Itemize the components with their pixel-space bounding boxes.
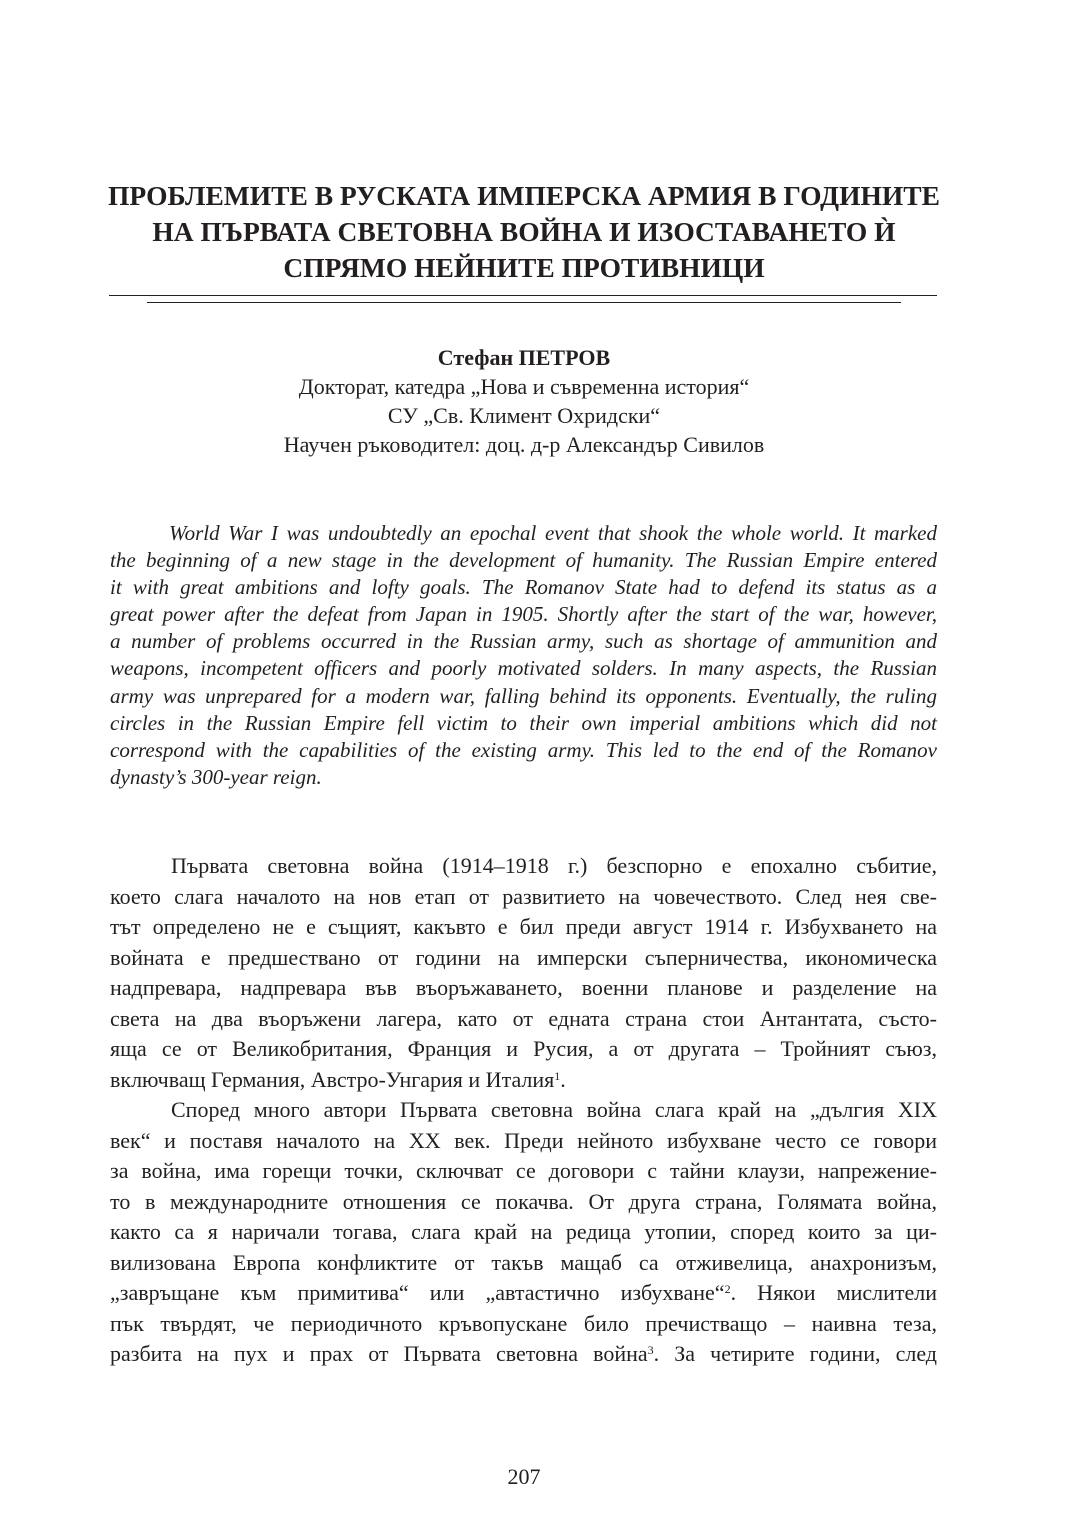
body-line: Първата световна война (1914–1918 г.) безспорно е епохално събитие,: [171, 853, 937, 878]
author-name: Стефан ПЕТРОВ: [437, 345, 611, 370]
body-line: света на два въоръжени лагера, като от едната страна стои Антантата, състо-: [110, 1005, 937, 1031]
body-line-end: . За четирите години, след: [653, 1341, 937, 1366]
abstract-line: great power after the defeat from Japan in 1905. Shortly after the start of the war, however,: [110, 602, 937, 627]
author-affiliation: Докторат, катедра „Нова и съвременна история“: [298, 374, 750, 399]
body-line: [110, 1339, 937, 1370]
abstract-line: World War I was undoubtedly an epochal event that shook the whole world. It marked: [169, 521, 937, 545]
title-line: СПРЯМО НЕЙНИТЕ ПРОТИВНИЦИ: [283, 252, 765, 283]
article-title: [100, 178, 948, 286]
abstract-line: circles in the Russian Empire fell victim to their own imperial ambitions which did not: [110, 710, 937, 735]
author-supervisor: Научен ръководител: доц. д-р Александър Сивилов: [283, 432, 765, 457]
body-line: пък твърдят, че периодичното кръвопускане било пречистващо – наивна теза,: [110, 1310, 937, 1336]
body-line-text: „завръщане към примитива“ или „автастично избухване“: [110, 1280, 725, 1305]
body-line: за война, има горещи точки, сключват се договори с тайни клаузи, напрежение-: [110, 1158, 937, 1183]
paragraph-2: [110, 1095, 937, 1370]
body-line: надпревара, надпревара във въоръжаването, военни планове и разделение на: [110, 975, 937, 1000]
abstract-line: correspond with the capabilities of the existing army. This led to the end of the Romanov: [110, 737, 937, 762]
abstract-line: a number of problems occurred in the Russian army, such as shortage of ammunition and: [110, 629, 937, 654]
title-rule-outer: [109, 295, 937, 296]
body-line: Според много автори Първата световна война слага край на „дългия XIX: [171, 1097, 937, 1122]
body-line: [110, 1278, 937, 1309]
abstract-line: the beginning of a new stage in the development of humanity. The Russian Empire entered: [110, 548, 937, 573]
footnote-ref-3[interactable]: 3: [647, 1343, 654, 1357]
footnote-ref-1[interactable]: 1: [554, 1068, 561, 1083]
abstract-line: weapons, incompetent officers and poorly motivated solders. In many aspects, the Russian: [110, 656, 937, 681]
page-number: 207: [507, 1464, 541, 1489]
body-line: вилизована Европа конфликтите от такъв мащаб са отживелица, анахронизъм,: [110, 1249, 937, 1275]
body-line-end: . Някои мислители: [730, 1280, 937, 1305]
body-line-text: разбита на пух и прах от Първата световна война: [110, 1341, 648, 1366]
abstract-line: dynasty’s 300-year reign.: [110, 764, 322, 789]
paragraph-1: [110, 851, 937, 1095]
title-line: ПРОБЛЕМИТЕ В РУСКАТА ИМПЕРСКА АРМИЯ В ГОДИНИТЕ: [108, 180, 940, 211]
body-line: войната е предшествано от години на имперски съперничества, икономическа: [110, 944, 937, 970]
body-line: тът определено не е същият, какъвто е бил преди август 1914 г. Избухването на: [110, 914, 937, 939]
author-block: [100, 343, 948, 459]
author-university: СУ „Св. Климент Охридски“: [387, 403, 661, 428]
body-line: то в международните отношения се покачва. От друга страна, Голямата война,: [110, 1188, 937, 1214]
body-line-text: включващ Германия, Австро-Унгария и Италия: [110, 1066, 555, 1092]
body-text: [110, 851, 937, 1370]
body-line: яща се от Великобритания, Франция и Русия, а от другата – Тройният съюз,: [110, 1036, 937, 1061]
abstract-line: it with great ambitions and lofty goals. The Romanov State had to defend its status as a: [110, 575, 937, 600]
title-rule-inner: [147, 302, 901, 303]
body-line-end: .: [560, 1066, 566, 1092]
title-line: НА ПЪРВАТА СВЕТОВНА ВОЙНА И ИЗОСТАВАНЕТО Ѝ: [152, 216, 896, 247]
body-line: [110, 1065, 937, 1096]
abstract-line: army was unprepared for a modern war, falling behind its opponents. Eventually, the ruling: [110, 683, 937, 708]
footnote-ref-2[interactable]: 2: [724, 1282, 731, 1296]
body-line: както са я наричали тогава, слага край на редица утопии, според които за ци-: [110, 1219, 937, 1244]
body-line: което слага началото на нов етап от развитието на човечеството. След нея све-: [110, 883, 937, 909]
abstract: [110, 520, 937, 791]
body-line: век“ и поставя началото на XX век. Преди нейното избухване често се говори: [110, 1127, 937, 1153]
